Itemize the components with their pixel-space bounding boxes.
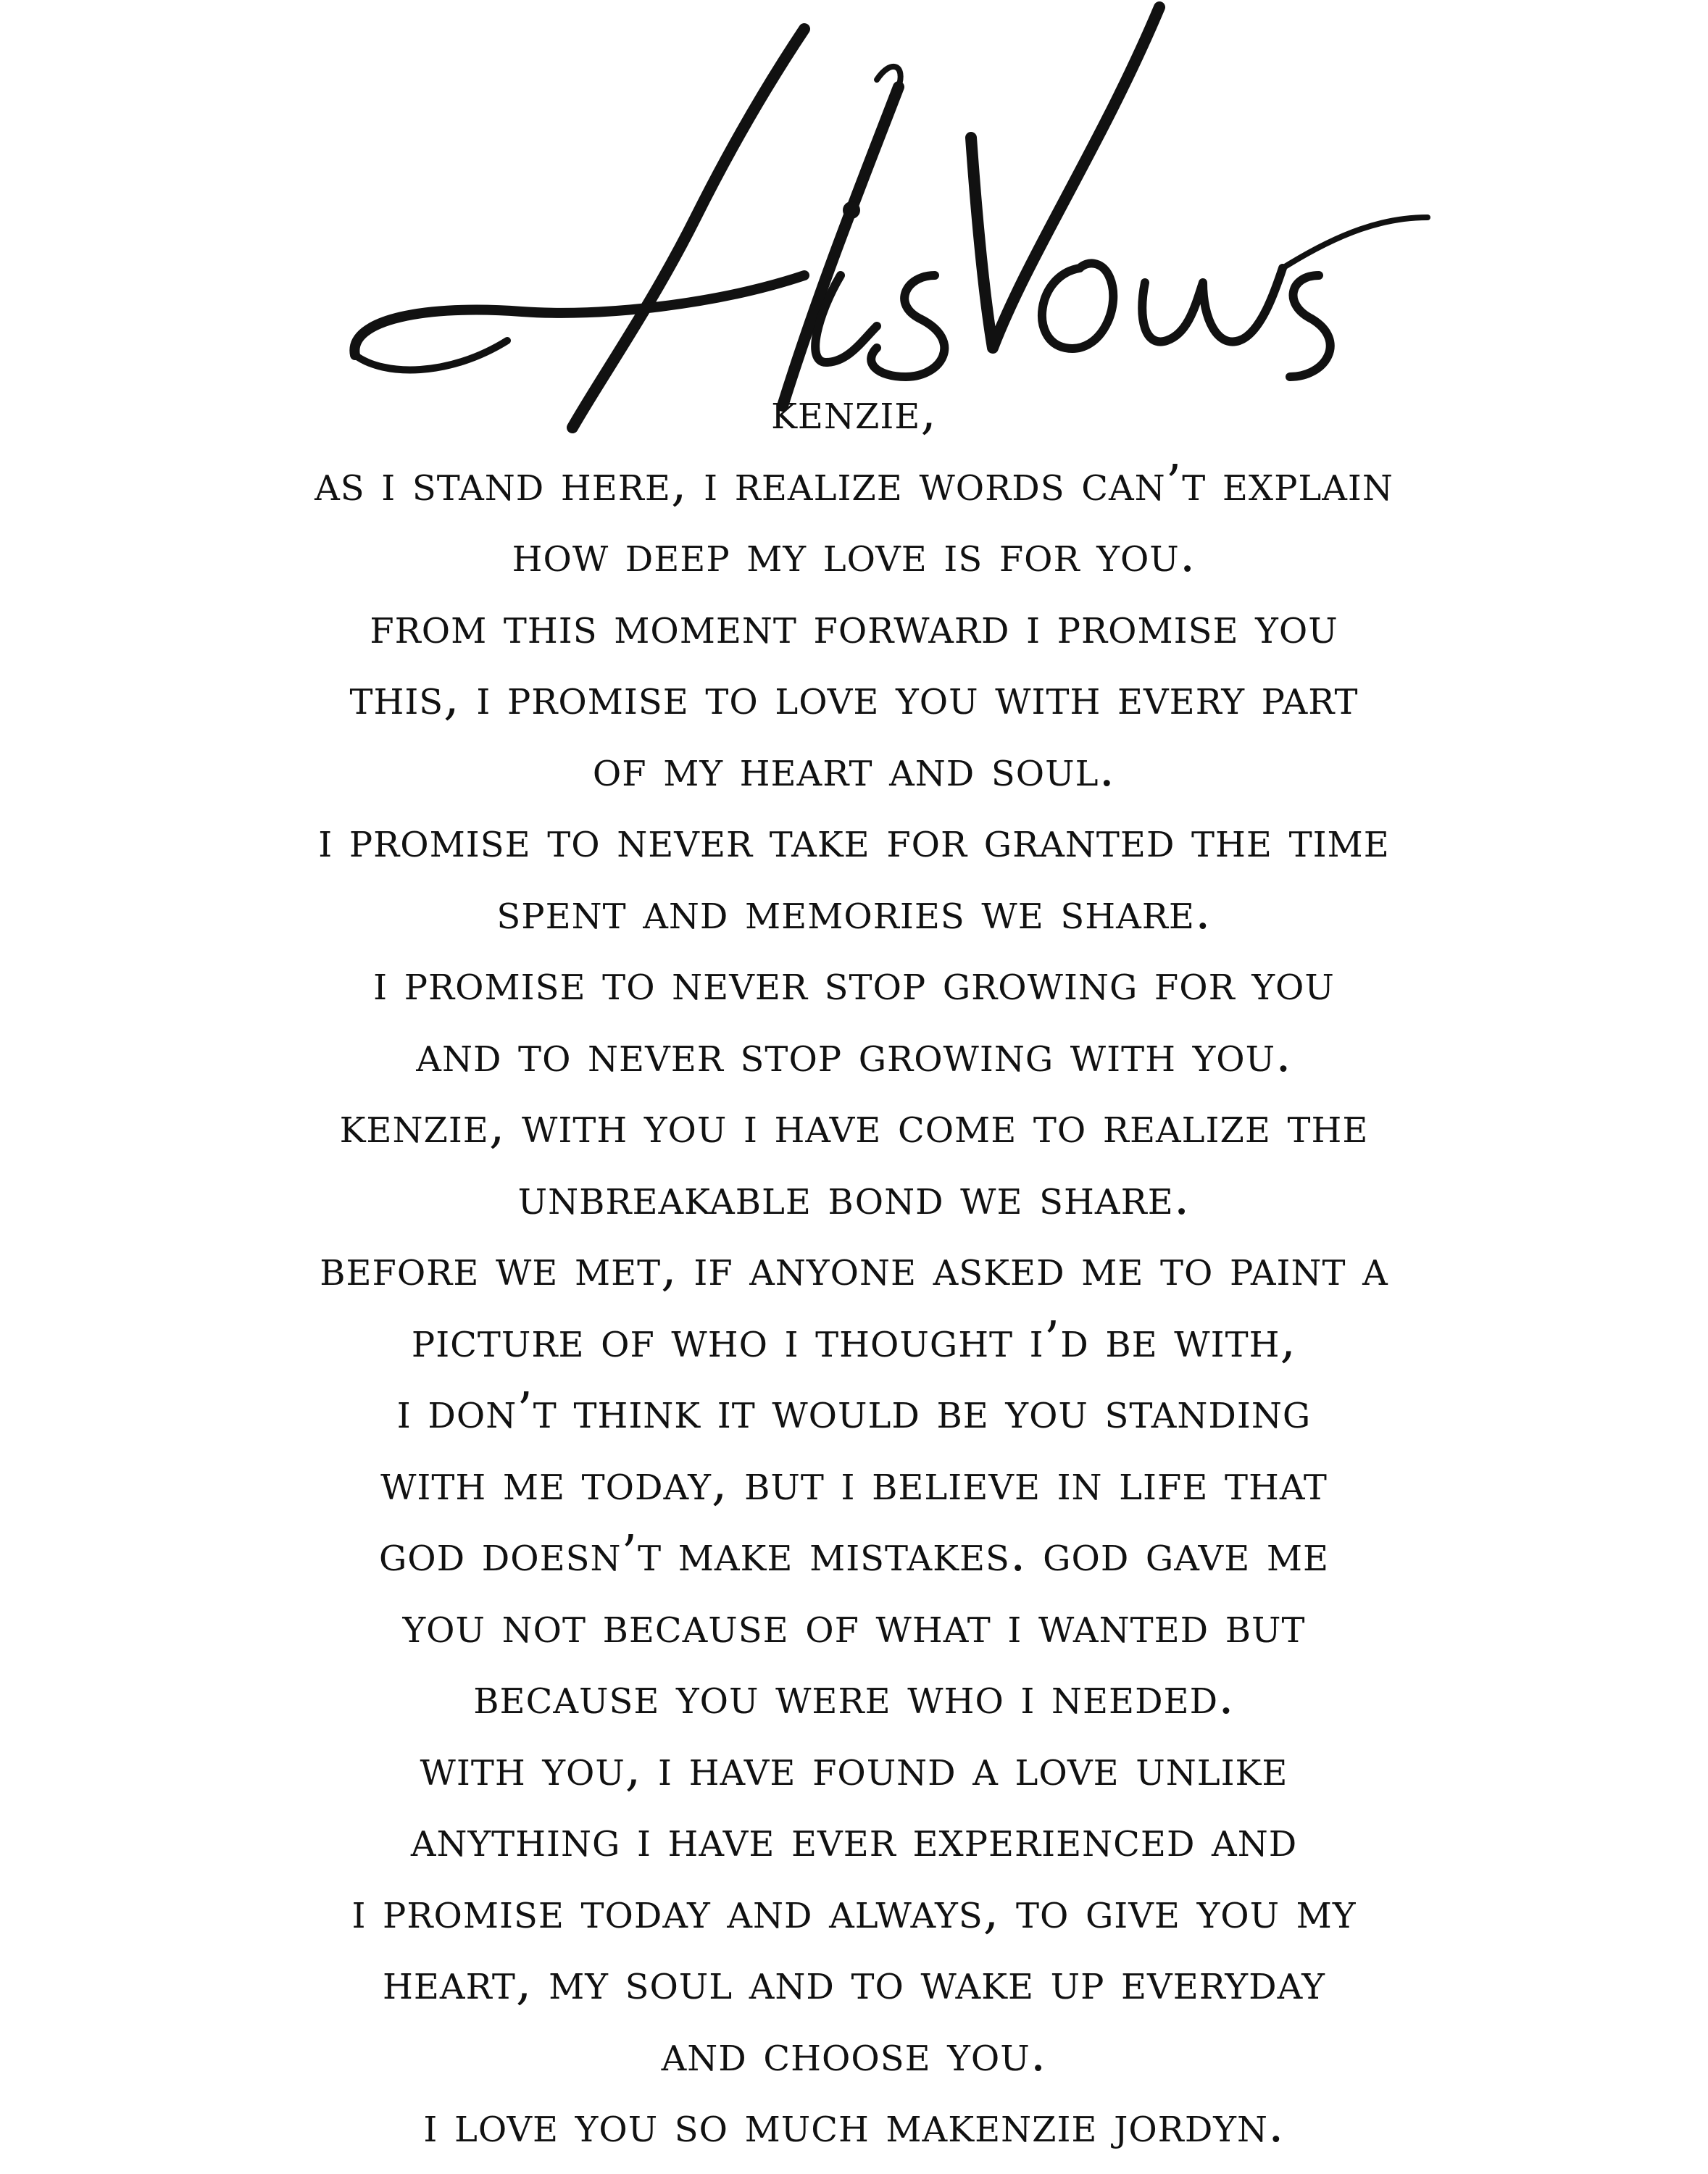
vow-line: i promise to never stop growing for you bbox=[373, 954, 1335, 1012]
vow-line: this, i promise to love you with every part bbox=[349, 669, 1359, 726]
vow-line: i don’t think it would be you standing bbox=[396, 1383, 1312, 1440]
vow-line: unbreakable bond we share. bbox=[517, 1168, 1191, 1226]
vow-line: kenzie, bbox=[771, 383, 937, 441]
vow-text bbox=[0, 377, 1708, 2162]
vow-line: i promise today and always, to give you my bbox=[351, 1882, 1357, 1940]
vow-line: from this moment forward i promise you bbox=[370, 597, 1338, 655]
vow-line: kenzie, with you i have come to realize the bbox=[339, 1097, 1369, 1154]
vow-line: how deep my love is for you. bbox=[512, 526, 1196, 583]
vow-line: as i stand here, i realize words can’t explain bbox=[314, 454, 1394, 512]
vow-line: of my heart and soul. bbox=[592, 740, 1116, 798]
vow-line: because you were who i needed. bbox=[473, 1668, 1235, 1725]
vow-line: and choose you. bbox=[661, 2025, 1047, 2083]
vow-line: i love you so much makenzie jordyn. bbox=[423, 2096, 1285, 2154]
vow-line: spent and memories we share. bbox=[496, 883, 1212, 941]
vow-line: with me today, but i believe in life that bbox=[380, 1454, 1328, 1512]
vow-line: before we met, if anyone asked me to paint a bbox=[320, 1240, 1388, 1297]
vow-line: picture of who i thought i’d be with, bbox=[411, 1311, 1297, 1369]
vow-line: with you, i have found a love unlike bbox=[420, 1739, 1288, 1797]
vow-line: i promise to never take for granted the time bbox=[318, 812, 1390, 869]
vow-line: you not because of what i wanted but bbox=[402, 1596, 1306, 1654]
vow-line: anything i have ever experienced and bbox=[410, 1811, 1298, 1868]
vow-line: and to never stop growing with you. bbox=[416, 1025, 1292, 1083]
vow-line: heart, my soul and to wake up everyday bbox=[383, 1954, 1325, 2011]
title-script-lettering bbox=[341, 0, 1435, 442]
vow-line: god doesn’t make mistakes. god gave me bbox=[378, 1525, 1330, 1583]
